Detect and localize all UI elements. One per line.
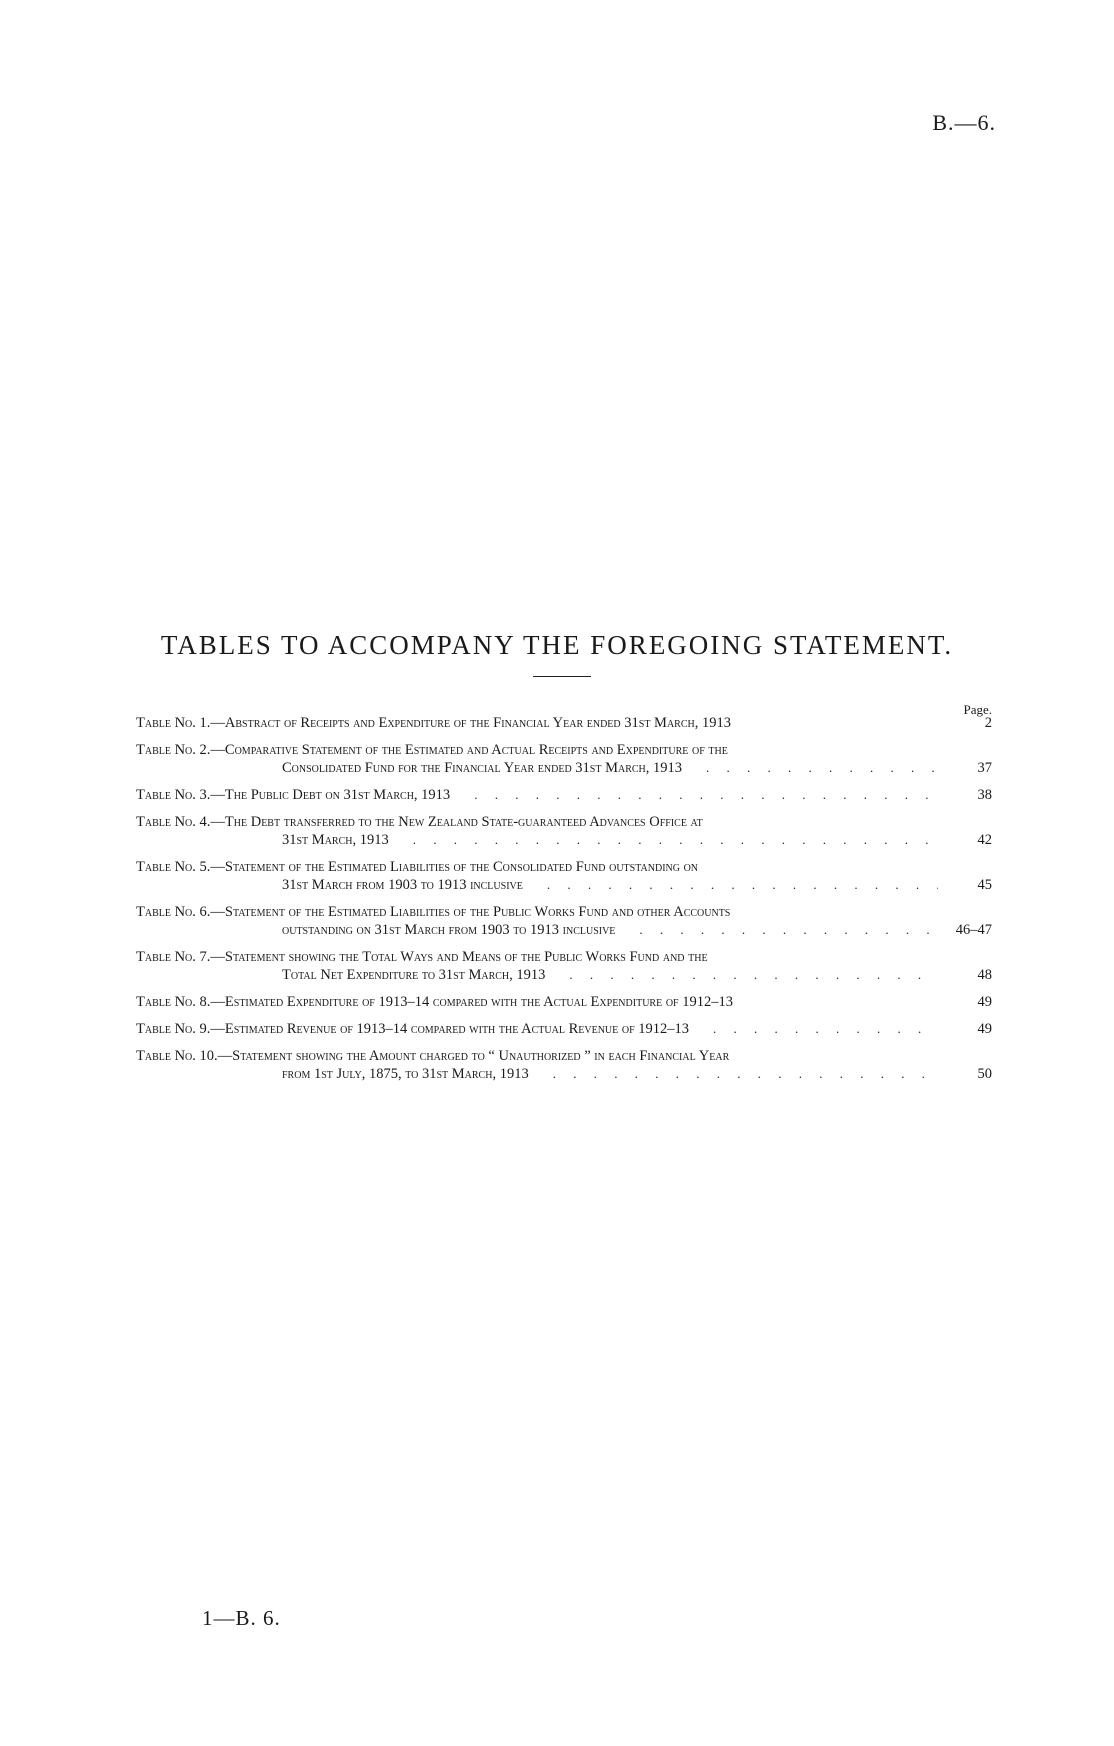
toc-entry-page: 38	[977, 787, 992, 803]
dot-leaders	[413, 831, 938, 849]
toc-entry	[136, 858, 992, 894]
dot-leaders	[547, 876, 938, 894]
toc-entry-title-continued: 31st March, 1913	[282, 832, 389, 848]
toc-entry-title: Table No. 5.—Statement of the Estimated Liabilities of the Consolidated Fund outstanding on	[136, 859, 699, 875]
page-title: TABLES TO ACCOMPANY THE FOREGOING STATEMENT.	[160, 630, 954, 661]
toc-entry	[136, 786, 992, 804]
toc-entry-title: Table No. 7.—Statement showing the Total Ways and Means of the Public Works Fund and the	[136, 949, 708, 965]
toc-entry-page: 46–47	[955, 922, 992, 938]
toc-entry-page: 48	[977, 967, 992, 983]
toc-entry	[136, 813, 992, 849]
toc-entry	[136, 714, 992, 732]
toc-entry-title: Table No. 4.—The Debt transferred to the New Zealand State-guaranteed Advances Office at	[136, 814, 703, 830]
footer-reference: 1—B. 6.	[202, 1606, 281, 1630]
toc-entry-page: 50	[977, 1066, 992, 1082]
dot-leaders	[569, 966, 938, 984]
page-column-header: Page.	[963, 702, 992, 717]
toc-entry-page: 42	[977, 832, 992, 848]
dot-leaders	[639, 921, 938, 939]
page-reference: B.—6.	[932, 110, 996, 135]
toc-entry-title-continued: from 1st July, 1875, to 31st March, 1913	[282, 1066, 529, 1082]
toc-entry-title-continued: outstanding on 31st March from 1903 to 1913 inclusive	[282, 922, 616, 938]
toc-entry-page: 37	[977, 760, 992, 776]
toc-entry	[136, 1020, 992, 1038]
toc-entry-title-continued: Total Net Expenditure to 31st March, 1913	[282, 967, 546, 983]
toc-entry	[136, 741, 992, 777]
toc-entry-page: 49	[977, 1021, 992, 1037]
toc-entry	[136, 903, 992, 939]
dot-leaders	[474, 786, 938, 804]
toc-entry	[136, 948, 992, 984]
title-divider	[533, 676, 591, 677]
toc-entry-title-continued: Consolidated Fund for the Financial Year ended 31st March, 1913	[282, 760, 683, 776]
toc-entry	[136, 1047, 992, 1083]
toc-entry-title: Table No. 1.—Abstract of Receipts and Expenditure of the Financial Year ended 31st March, 1913	[136, 715, 731, 731]
toc-entry-title: Table No. 8.—Estimated Expenditure of 1913–14 compared with the Actual Expenditure of 1912–13	[136, 994, 733, 1010]
toc-entry	[136, 993, 992, 1011]
toc-entry-title-continued: 31st March from 1903 to 1913 inclusive	[282, 877, 523, 893]
toc-entry-title: Table No. 10.—Statement showing the Amount charged to “ Unauthorized ” in each Financial Year	[136, 1048, 730, 1064]
toc-entry-page: 49	[977, 994, 992, 1010]
dot-leaders	[713, 1020, 938, 1038]
dot-leaders	[553, 1065, 938, 1083]
toc-entry-title: Table No. 2.—Comparative Statement of the Estimated and Actual Receipts and Expenditure of the	[136, 742, 728, 758]
toc-entry-page: 45	[977, 877, 992, 893]
toc-entry-title: Table No. 9.—Estimated Revenue of 1913–14 compared with the Actual Revenue of 1912–13	[136, 1021, 690, 1037]
dot-leaders	[706, 759, 938, 777]
toc-entry-title: Table No. 3.—The Public Debt on 31st March, 1913	[136, 787, 451, 803]
toc-entry-page: 2	[984, 715, 992, 731]
toc-entry-title: Table No. 6.—Statement of the Estimated Liabilities of the Public Works Fund and other Accounts	[136, 904, 731, 920]
table-of-contents	[136, 703, 992, 1092]
